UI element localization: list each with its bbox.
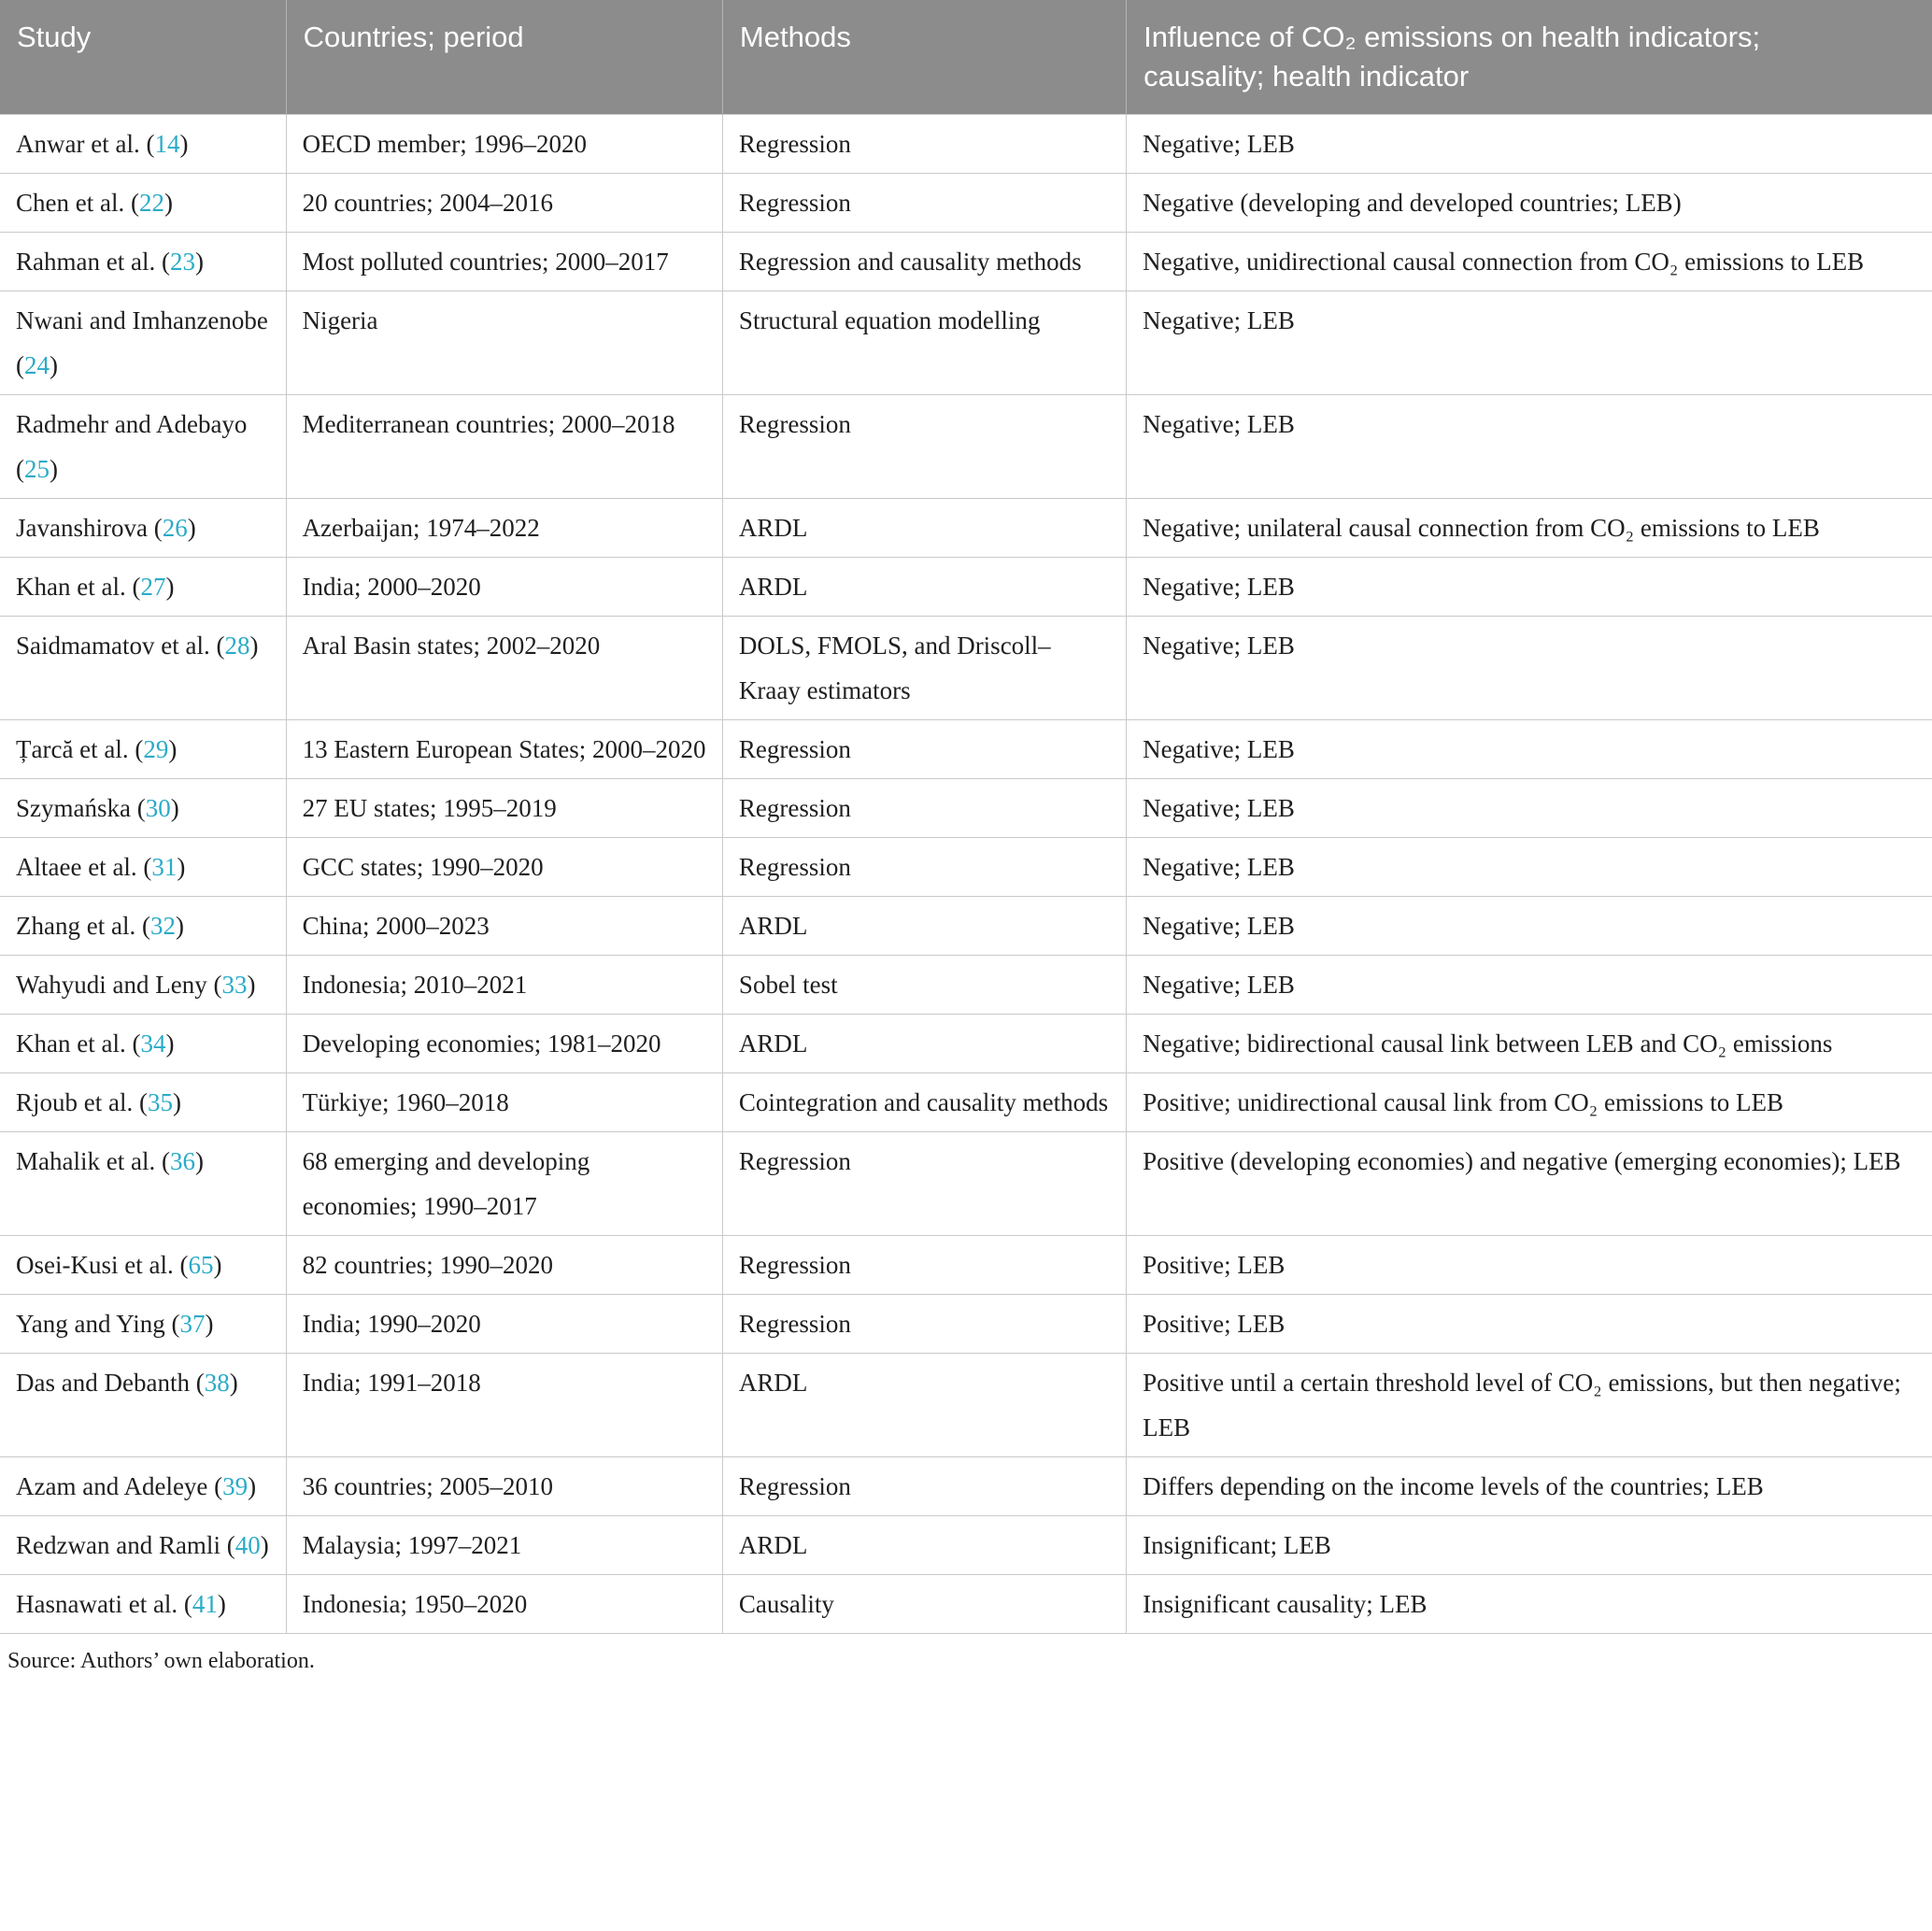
countries-period-cell: Indonesia; 2010–2021 xyxy=(286,956,722,1015)
table-row xyxy=(0,1015,1932,1073)
countries-period-cell: 13 Eastern European States; 2000–2020 xyxy=(286,720,722,779)
methods-cell: Regression xyxy=(722,779,1126,838)
influence-cell: Negative, unidirectional causal connection from CO₂ emissions to LEB xyxy=(1127,233,1932,291)
table-row xyxy=(0,617,1932,720)
study-cell: Rjoub et al. (35) xyxy=(0,1073,286,1132)
table-row xyxy=(0,779,1932,838)
influence-cell: Negative; LEB xyxy=(1127,720,1932,779)
table-row xyxy=(0,115,1932,174)
column-header-influence-text: Influence of CO₂ emissions on health indicators; causality; health indicator xyxy=(1144,21,1761,92)
study-cell: Nwani and Imhanzenobe (24) xyxy=(0,291,286,395)
study-cell: Javanshirova (26) xyxy=(0,499,286,558)
methods-cell: Regression xyxy=(722,395,1126,499)
countries-period-cell: India; 1990–2020 xyxy=(286,1295,722,1354)
methods-cell: Regression xyxy=(722,720,1126,779)
citation-link[interactable]: 40 xyxy=(234,1531,261,1559)
citation-link[interactable]: 30 xyxy=(145,794,171,822)
countries-period-cell: OECD member; 1996–2020 xyxy=(286,115,722,174)
citation-link[interactable]: 31 xyxy=(151,853,178,881)
table-row xyxy=(0,1073,1932,1132)
methods-cell: ARDL xyxy=(722,897,1126,956)
influence-cell: Negative; unilateral causal connection from CO₂ emissions to LEB xyxy=(1127,499,1932,558)
table-row xyxy=(0,720,1932,779)
citation-link[interactable]: 41 xyxy=(192,1590,218,1618)
influence-cell: Negative; LEB xyxy=(1127,558,1932,617)
column-header-methods: Methods xyxy=(722,0,1126,115)
citation-link[interactable]: 24 xyxy=(24,351,50,379)
citation-link[interactable]: 14 xyxy=(154,130,180,158)
influence-cell: Negative; LEB xyxy=(1127,115,1932,174)
methods-cell: Cointegration and causality methods xyxy=(722,1073,1126,1132)
study-cell: Altaee et al. (31) xyxy=(0,838,286,897)
citation-link[interactable]: 36 xyxy=(169,1147,195,1175)
table-row xyxy=(0,1457,1932,1516)
methods-cell: Structural equation modelling xyxy=(722,291,1126,395)
table-row xyxy=(0,1295,1932,1354)
table-row xyxy=(0,558,1932,617)
citation-link[interactable]: 35 xyxy=(147,1088,173,1116)
citation-link[interactable]: 28 xyxy=(224,632,250,660)
countries-period-cell: Aral Basin states; 2002–2020 xyxy=(286,617,722,720)
countries-period-cell: 82 countries; 1990–2020 xyxy=(286,1236,722,1295)
citation-link[interactable]: 33 xyxy=(221,971,248,999)
study-cell: Khan et al. (34) xyxy=(0,1015,286,1073)
influence-cell: Negative; LEB xyxy=(1127,617,1932,720)
study-cell: Țarcă et al. (29) xyxy=(0,720,286,779)
influence-cell: Differs depending on the income levels of the countries; LEB xyxy=(1127,1457,1932,1516)
influence-cell: Negative (developing and developed countries; LEB) xyxy=(1127,174,1932,233)
citation-link[interactable]: 32 xyxy=(149,912,176,940)
column-header-countries-period: Countries; period xyxy=(286,0,722,115)
influence-cell: Negative; LEB xyxy=(1127,956,1932,1015)
table-header xyxy=(0,0,1932,115)
study-cell: Yang and Ying (37) xyxy=(0,1295,286,1354)
influence-cell: Positive until a certain threshold level of CO₂ emissions, but then negative; LEB xyxy=(1127,1354,1932,1457)
study-cell: Hasnawati et al. (41) xyxy=(0,1575,286,1634)
study-cell: Szymańska (30) xyxy=(0,779,286,838)
study-cell: Rahman et al. (23) xyxy=(0,233,286,291)
countries-period-cell: Türkiye; 1960–2018 xyxy=(286,1073,722,1132)
countries-period-cell: India; 1991–2018 xyxy=(286,1354,722,1457)
methods-cell: ARDL xyxy=(722,1516,1126,1575)
influence-cell: Negative; LEB xyxy=(1127,897,1932,956)
table-row xyxy=(0,1236,1932,1295)
table-row xyxy=(0,395,1932,499)
methods-cell: Regression xyxy=(722,1236,1126,1295)
study-cell: Anwar et al. (14) xyxy=(0,115,286,174)
countries-period-cell: GCC states; 1990–2020 xyxy=(286,838,722,897)
influence-cell: Negative; LEB xyxy=(1127,838,1932,897)
influence-cell: Positive; LEB xyxy=(1127,1295,1932,1354)
countries-period-cell: Malaysia; 1997–2021 xyxy=(286,1516,722,1575)
study-cell: Das and Debanth (38) xyxy=(0,1354,286,1457)
table-row xyxy=(0,1132,1932,1236)
column-header-influence xyxy=(1127,0,1932,115)
study-cell: Saidmamatov et al. (28) xyxy=(0,617,286,720)
influence-cell: Positive (developing economies) and negative (emerging economies); LEB xyxy=(1127,1132,1932,1236)
countries-period-cell: 27 EU states; 1995–2019 xyxy=(286,779,722,838)
study-cell: Redzwan and Ramli (40) xyxy=(0,1516,286,1575)
countries-period-cell: Developing economies; 1981–2020 xyxy=(286,1015,722,1073)
countries-period-cell: 68 emerging and developing economies; 1990–2017 xyxy=(286,1132,722,1236)
citation-link[interactable]: 27 xyxy=(140,573,166,601)
methods-cell: Regression xyxy=(722,1457,1126,1516)
column-header-study: Study xyxy=(0,0,286,115)
methods-cell: Causality xyxy=(722,1575,1126,1634)
influence-cell: Insignificant; LEB xyxy=(1127,1516,1932,1575)
citation-link[interactable]: 34 xyxy=(140,1029,166,1058)
methods-cell: Regression xyxy=(722,838,1126,897)
table-row xyxy=(0,174,1932,233)
methods-cell: Sobel test xyxy=(722,956,1126,1015)
methods-cell: Regression xyxy=(722,1295,1126,1354)
methods-cell: ARDL xyxy=(722,558,1126,617)
citation-link[interactable]: 39 xyxy=(222,1472,249,1500)
header-row xyxy=(0,0,1932,115)
table-body xyxy=(0,115,1932,1634)
methods-cell: ARDL xyxy=(722,1015,1126,1073)
table-row xyxy=(0,1516,1932,1575)
table-row xyxy=(0,897,1932,956)
table-row xyxy=(0,1575,1932,1634)
study-cell: Khan et al. (27) xyxy=(0,558,286,617)
countries-period-cell: 36 countries; 2005–2010 xyxy=(286,1457,722,1516)
citation-link[interactable]: 22 xyxy=(138,189,164,217)
table-row xyxy=(0,956,1932,1015)
countries-period-cell: Indonesia; 1950–2020 xyxy=(286,1575,722,1634)
table-row xyxy=(0,1354,1932,1457)
countries-period-cell: Nigeria xyxy=(286,291,722,395)
study-cell: Radmehr and Adebayo (25) xyxy=(0,395,286,499)
influence-cell: Negative; LEB xyxy=(1127,291,1932,395)
countries-period-cell: China; 2000–2023 xyxy=(286,897,722,956)
countries-period-cell: 20 countries; 2004–2016 xyxy=(286,174,722,233)
study-cell: Azam and Adeleye (39) xyxy=(0,1457,286,1516)
citation-link[interactable]: 23 xyxy=(169,248,195,276)
influence-cell: Positive; unidirectional causal link from CO₂ emissions to LEB xyxy=(1127,1073,1932,1132)
countries-period-cell: Mediterranean countries; 2000–2018 xyxy=(286,395,722,499)
study-cell: Zhang et al. (32) xyxy=(0,897,286,956)
citation-link[interactable]: 65 xyxy=(188,1251,214,1279)
citation-link[interactable]: 25 xyxy=(24,455,50,483)
study-cell: Chen et al. (22) xyxy=(0,174,286,233)
table-row xyxy=(0,499,1932,558)
influence-cell: Insignificant causality; LEB xyxy=(1127,1575,1932,1634)
table-row xyxy=(0,233,1932,291)
citation-link[interactable]: 29 xyxy=(143,735,169,763)
source-note: Source: Authors’ own elaboration. xyxy=(7,1649,315,1673)
methods-cell: Regression xyxy=(722,1132,1126,1236)
table-row xyxy=(0,838,1932,897)
methods-cell: Regression and causality methods xyxy=(722,233,1126,291)
study-cell: Wahyudi and Leny (33) xyxy=(0,956,286,1015)
influence-cell: Positive; LEB xyxy=(1127,1236,1932,1295)
influence-cell: Negative; LEB xyxy=(1127,779,1932,838)
methods-cell: ARDL xyxy=(722,499,1126,558)
citation-link[interactable]: 26 xyxy=(162,514,188,542)
methods-cell: ARDL xyxy=(722,1354,1126,1457)
methods-cell: Regression xyxy=(722,174,1126,233)
countries-period-cell: Most polluted countries; 2000–2017 xyxy=(286,233,722,291)
influence-cell: Negative; bidirectional causal link between LEB and CO₂ emissions xyxy=(1127,1015,1932,1073)
citation-link[interactable]: 38 xyxy=(204,1369,230,1397)
table-row xyxy=(0,291,1932,395)
influence-cell: Negative; LEB xyxy=(1127,395,1932,499)
study-cell: Osei-Kusi et al. (65) xyxy=(0,1236,286,1295)
study-cell: Mahalik et al. (36) xyxy=(0,1132,286,1236)
methods-cell: DOLS, FMOLS, and Driscoll–Kraay estimators xyxy=(722,617,1126,720)
methods-cell: Regression xyxy=(722,115,1126,174)
countries-period-cell: Azerbaijan; 1974–2022 xyxy=(286,499,722,558)
citation-link[interactable]: 37 xyxy=(179,1310,206,1338)
countries-period-cell: India; 2000–2020 xyxy=(286,558,722,617)
